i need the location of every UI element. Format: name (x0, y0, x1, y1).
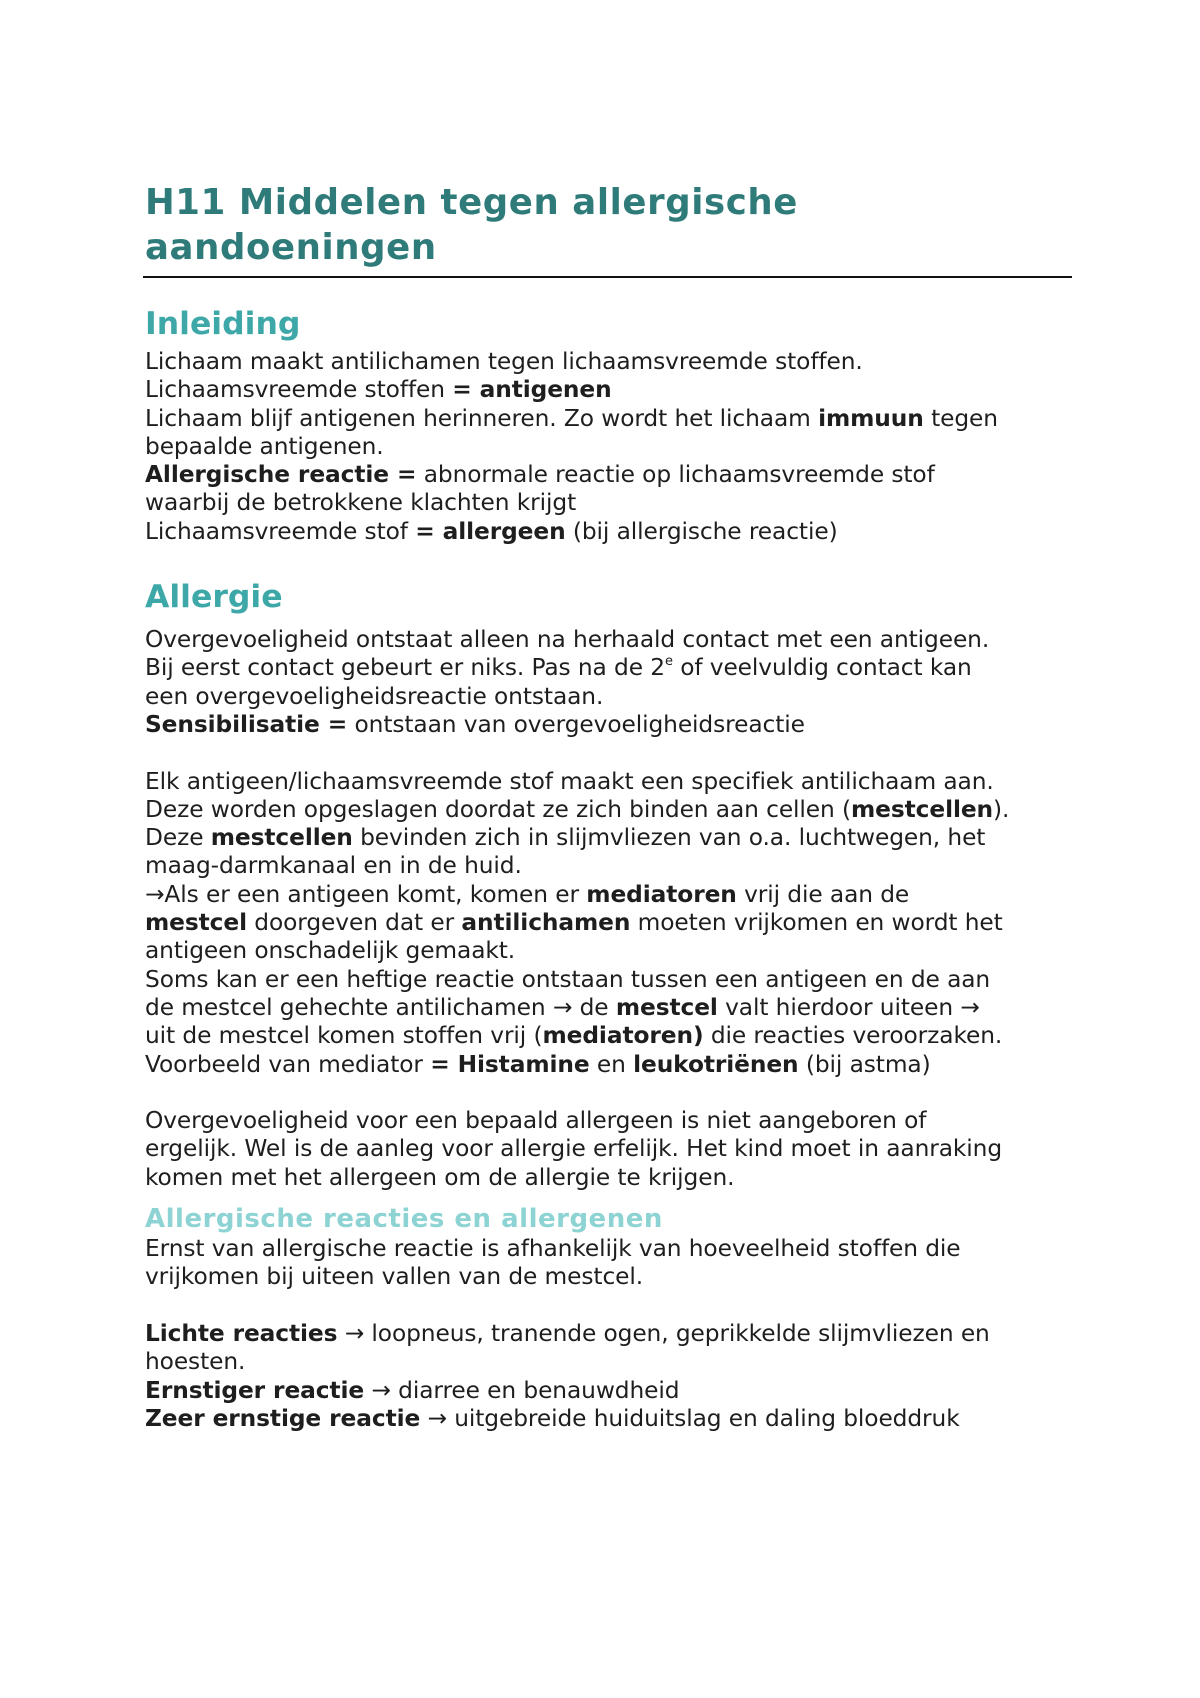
title-line-2: aandoeningen (145, 227, 437, 268)
document-body (145, 180, 1065, 1433)
paragraph-line: Lichaamsvreemde stof = allergeen (bij allergische reactie) (145, 517, 838, 545)
paragraph-line: Overgevoeligheid ontstaat alleen na herhaald contact met een antigeen. (145, 626, 990, 654)
paragraph-line: Deze mestcellen bevinden zich in slijmvliezen van o.a. luchtwegen, het (145, 824, 986, 852)
paragraph-line: Soms kan er een heftige reactie ontstaan tussen een antigeen en de aan (145, 965, 991, 993)
paragraph-line: vrijkomen bij uiteen vallen van de mestcel. (145, 1263, 644, 1291)
section-spacer (145, 1192, 1065, 1203)
paragraph-line: maag-darmkanaal en in de huid. (145, 852, 522, 880)
paragraph-line: ergelijk. Wel is de aanleg voor allergie erfelijk. Het kind moet in aanraking (145, 1135, 1003, 1163)
paragraph-line: waarbij de betrokkene klachten krijgt (145, 489, 577, 517)
title-line-1: H11 Middelen tegen allergische (145, 182, 798, 223)
paragraph-line: bepaalde antigenen. (145, 432, 384, 460)
paragraph-line: Zeer ernstige reactie → uitgebreide huiduitslag en daling bloeddruk (145, 1404, 960, 1432)
paragraph-line: Sensibilisatie = ontstaan van overgevoeligheidsreactie (145, 710, 805, 738)
paragraph-line: komen met het allergeen om de allergie te krijgen. (145, 1163, 735, 1191)
paragraph-line: Overgevoeligheid voor een bepaald allergeen is niet aangeboren of (145, 1107, 927, 1135)
paragraph-line: een overgevoeligheidsreactie ontstaan. (145, 682, 604, 710)
paragraph-line: Allergische reactie = abnormale reactie op lichaamsvreemde stof (145, 461, 935, 489)
paragraph-line: Voorbeeld van mediator = Histamine en leukotriënen (bij astma) (145, 1050, 931, 1078)
paragraph-line: antigeen onschadelijk gemaakt. (145, 937, 516, 965)
paragraph-line: hoesten. (145, 1348, 246, 1376)
paragraph-line: Lichaamsvreemde stoffen = antigenen (145, 376, 612, 404)
heading-allergie: Allergie (145, 579, 283, 616)
heading-inleiding: Inleiding (145, 306, 301, 342)
page-title (143, 180, 1072, 278)
heading-allergische-reacties: Allergische reacties en allergenen (145, 1204, 663, 1235)
paragraph-line: Lichaam blijf antigenen herinneren. Zo wordt het lichaam immuun tegen (145, 404, 998, 432)
paragraph-line: Deze worden opgeslagen doordat ze zich binden aan cellen (mestcellen). (145, 795, 1010, 823)
paragraph-line: Elk antigeen/lichaamsvreemde stof maakt een specifiek antilichaam aan. (145, 767, 994, 795)
paragraph-line: uit de mestcel komen stoffen vrij (mediatoren) die reacties veroorzaken. (145, 1022, 1003, 1050)
paragraph-line: Ernstiger reactie → diarree en benauwdheid (145, 1376, 680, 1404)
paragraph-spacer (145, 739, 1065, 767)
paragraph-line: Ernst van allergische reactie is afhankelijk van hoeveelheid stoffen die (145, 1235, 961, 1263)
paragraph-line: Bij eerst contact gebeurt er niks. Pas na de 2e of veelvuldig contact kan (145, 654, 972, 682)
paragraph-spacer (145, 1079, 1065, 1107)
paragraph-spacer (145, 1292, 1065, 1320)
paragraph-line: de mestcel gehechte antilichamen → de mestcel valt hierdoor uiteen → (145, 993, 980, 1021)
paragraph-line: Lichte reacties → loopneus, tranende ogen, geprikkelde slijmvliezen en (145, 1319, 990, 1347)
paragraph-line: mestcel doorgeven dat er antilichamen moeten vrijkomen en wordt het (145, 909, 1003, 937)
paragraph-line: →Als er een antigeen komt, komen er mediatoren vrij die aan de (145, 880, 910, 908)
paragraph-line: Lichaam maakt antilichamen tegen lichaamsvreemde stoffen. (145, 348, 863, 375)
